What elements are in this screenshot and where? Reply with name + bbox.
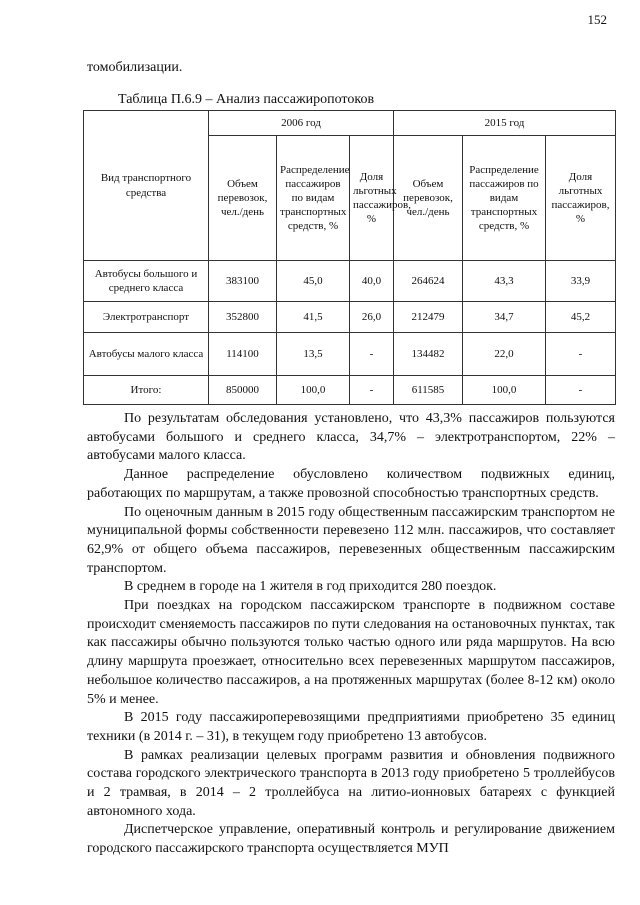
paragraph: При поездках на городском пассажирском транспорте в подвижном составе происходит сменяемость пассажиров по пути следования на остановочных пунктах, так как пассажиры обычно пользуются только частью одного или ряда маршрутов. На всю длину маршрута проезжает, относительно всех перевезенных маршрутом пассажиров, небольшое количество пассажиров, а на протяженных маршрутах (более 8-12 км) около 5% и менее.: [87, 598, 615, 707]
page-number: 152: [587, 12, 607, 27]
body-text: [87, 410, 615, 859]
cell-share-2015: 45,2: [546, 302, 616, 333]
header-year-2006: 2006 год: [209, 111, 394, 136]
passenger-flow-table: [83, 110, 616, 405]
cell-share-2015: -: [546, 333, 616, 376]
cell-distribution-2006: 100,0: [277, 376, 350, 405]
header-volume-2015: Объем перевозок, чел./день: [394, 136, 463, 261]
cell-volume-2006: 352800: [209, 302, 277, 333]
table-row: [84, 302, 616, 333]
table-row: [84, 333, 616, 376]
cell-distribution-2006: 41,5: [277, 302, 350, 333]
paragraph: В рамках реализации целевых программ развития и обновления подвижного состава городского электрического транспорта в 2013 году приобретено 5 троллейбусов и 2 трамвая, в 2014 – 2 троллейбуса на литио-ионновых батареях с функцией автономного хода.: [87, 747, 615, 819]
cell-volume-2015: 611585: [394, 376, 463, 405]
cell-volume-2006: 850000: [209, 376, 277, 405]
cell-share-2006: -: [350, 333, 394, 376]
cell-volume-2015: 134482: [394, 333, 463, 376]
cell-volume-2015: 264624: [394, 261, 463, 302]
paragraph: По оценочным данным в 2015 году общественным пассажирским транспортом не муниципальной формы собственности перевезено 112 млн. пассажиров, что составляет 62,9% от общего объема пассажиров, перевезенных общественным пассажирским транспортом.: [87, 504, 615, 576]
row-label: Автобусы малого класса: [84, 333, 209, 376]
cell-distribution-2015: 43,3: [463, 261, 546, 302]
paragraph: В среднем в городе на 1 жителя в год приходится 280 поездок.: [124, 579, 497, 595]
row-label: Автобусы большого и среднего класса: [84, 261, 209, 302]
cell-volume-2006: 383100: [209, 261, 277, 302]
cell-share-2006: 40,0: [350, 261, 394, 302]
paragraph: Диспетчерское управление, оперативный контроль и регулирование движением городского пассажирского транспорта осуществляется МУП: [87, 822, 615, 857]
header-volume-2006: Объем перевозок, чел./день: [209, 136, 277, 261]
paragraph: Данное распределение обусловлено количеством подвижных единиц, работающих по маршрутам, а также провозной способностью транспортных средств.: [87, 467, 615, 501]
paragraph: В 2015 году пассажироперевозящими предприятиями приобретено 35 единиц техники (в 2014 г. – 31), в текущем году приобретено 13 автобусов.: [87, 710, 615, 744]
row-label-total: Итого:: [84, 376, 209, 405]
cell-share-2015: -: [546, 376, 616, 405]
cell-distribution-2015: 22,0: [463, 333, 546, 376]
table-caption: Таблица П.6.9 – Анализ пассажиропотоков: [118, 92, 375, 107]
lead-text: томобилизации.: [87, 60, 183, 75]
header-distribution-2006: Распределение пассажиров по видам транспортных средств, %: [277, 136, 350, 261]
header-vehicle-type: Вид транспортного средства: [84, 111, 209, 261]
cell-share-2006: -: [350, 376, 394, 405]
cell-distribution-2015: 34,7: [463, 302, 546, 333]
cell-distribution-2015: 100,0: [463, 376, 546, 405]
cell-volume-2006: 114100: [209, 333, 277, 376]
table-row: [84, 376, 616, 405]
cell-share-2015: 33,9: [546, 261, 616, 302]
table-row: [84, 261, 616, 302]
row-label: Электротранспорт: [84, 302, 209, 333]
cell-distribution-2006: 13,5: [277, 333, 350, 376]
header-privileged-share-2006: Доля льготных пассажиров, %: [350, 136, 394, 261]
cell-volume-2015: 212479: [394, 302, 463, 333]
cell-share-2006: 26,0: [350, 302, 394, 333]
cell-distribution-2006: 45,0: [277, 261, 350, 302]
header-year-2015: 2015 год: [394, 111, 616, 136]
header-distribution-2015: Распределение пассажиров по видам транспортных средств, %: [463, 136, 546, 261]
paragraph: По результатам обследования установлено, что 43,3% пассажиров пользуются автобусами большого и среднего класса, 34,7% – электротранспортом, 22% – автобусами малого класса.: [87, 411, 615, 464]
header-privileged-share-2015: Доля льготных пассажиров, %: [546, 136, 616, 261]
